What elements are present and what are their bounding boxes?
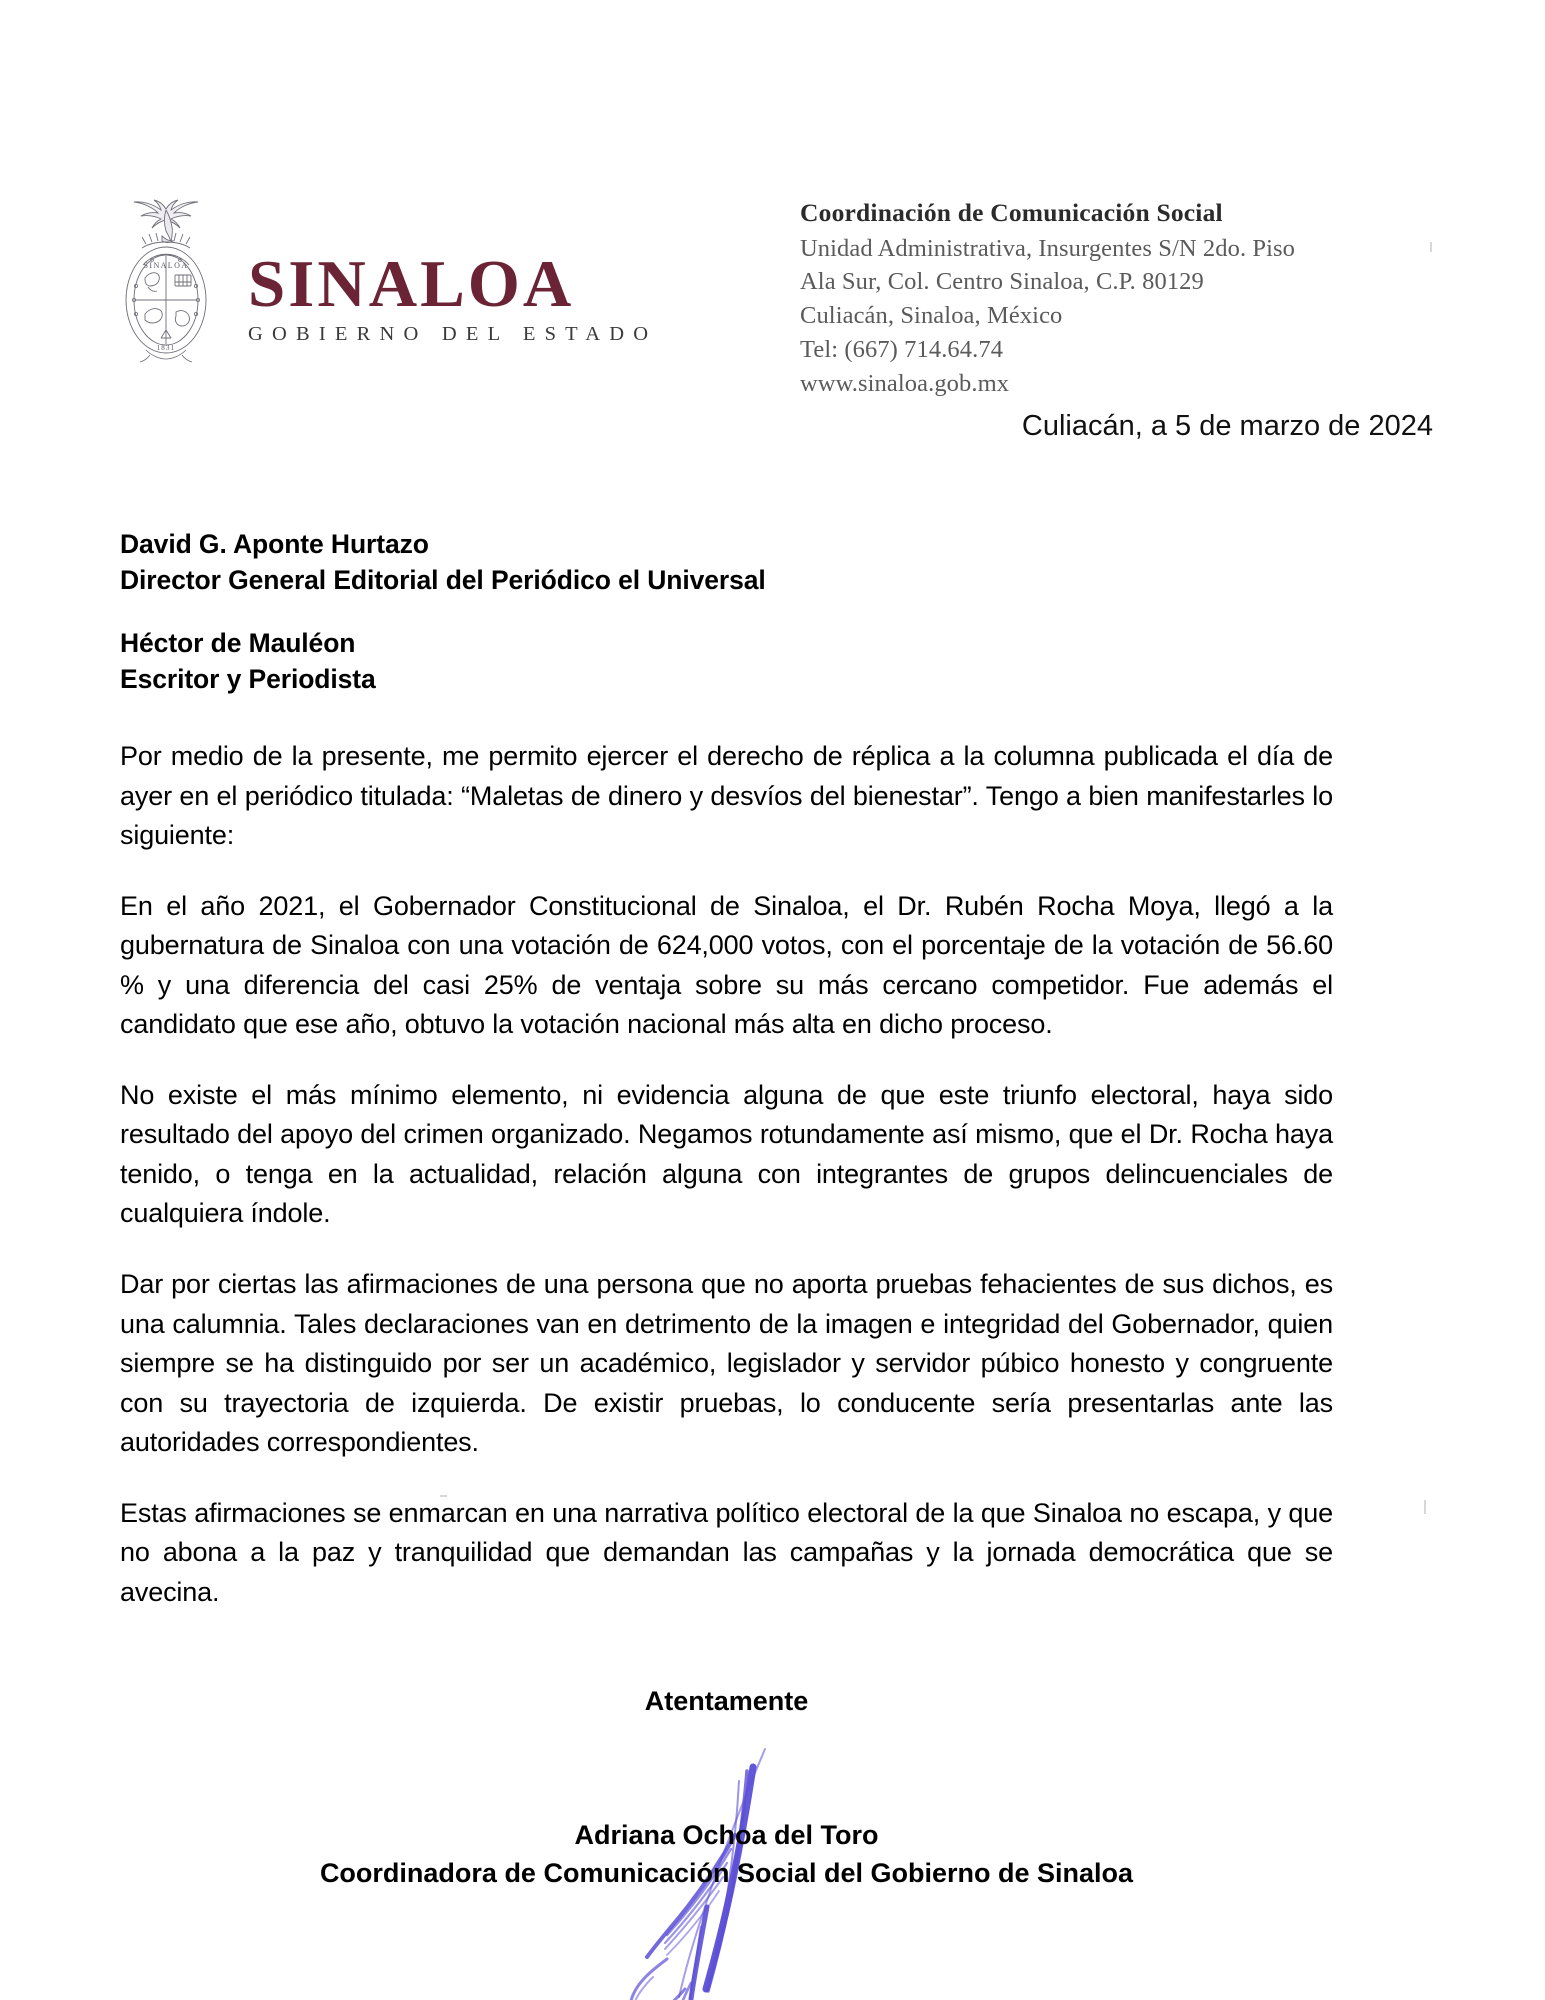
contact-website-line[interactable]: www.sinaloa.gob.mx [800,369,1010,397]
addressee-secondary [120,626,1333,697]
contact-phone-line: Tel: (667) 714.64.74 [800,336,1004,364]
scan-artifact [1424,1500,1426,1514]
body-paragraph-4: Dar por ciertas las afirmaciones de una persona que no aporta pruebas fehacientes de sus dichos, es una calumnia. Tales declaraciones van en detrimento de la imagen e integridad del Gobernador, quien siempre se ha distinguido por ser un académico, legislador y servidor púbico honesto y congruente con su trayectoria de izquierda. De existir pruebas, lo conducente sería presentarlas ante las autoridades correspondientes. [120,1269,1333,1458]
addressee-primary [120,527,1333,598]
contact-city-line: Culiacán, Sinaloa, México [800,302,1063,330]
addressee-primary-role: Director General Editorial del Periódico el Universal [120,564,766,595]
body-paragraph-5: Estas afirmaciones se enmarcan en una narrativa político electoral de la que Sinaloa no escapa, y que no abona a la paz y tranquilidad que demandan las campañas y la jornada democrática que se avecina. [120,1497,1333,1607]
scan-artifact [440,1495,447,1497]
signer-name: Adriana Ochoa del Toro [574,1820,879,1851]
brand-wordmark: SINALOA [248,247,575,321]
date-line: Culiacán, a 5 de marzo de 2024 [1021,410,1433,442]
letterhead [0,0,1545,400]
svg-text:1831: 1831 [156,344,176,352]
addressee-secondary-name: Héctor de Mauléon [120,628,356,658]
contact-block [800,196,1420,401]
brand-lockup [248,247,708,346]
contact-title: Coordinación de Comunicación Social [800,198,1223,227]
body-paragraph-1: Por medio de la presente, me permito ejercer el derecho de réplica a la columna publicada el día de ayer en el periódico titulada: “Maletas de dinero y desvíos del bienestar”. Tengo a bien manifestarles lo siguiente: [120,741,1333,851]
letter-body [120,527,1333,1892]
body-paragraph-2: En el año 2021, el Gobernador Constitucional de Sinaloa, el Dr. Rubén Rocha Moya, llegó a la gubernatura de Sinaloa con una votación de 624,000 votos, con el porcentaje de la votación de 56.60 % y una diferencia del casi 25% de ventaja sobre su más cercano competidor. Fue además el candidato que ese año, obtuvo la votación nacional más alta en dicho proceso. [120,890,1333,1040]
scan-artifact [1430,242,1432,252]
body-paragraph-3: No existe el más mínimo elemento, ni evidencia alguna de que este triunfo electoral, haya sido resultado del apoyo del crimen organizado. Negamos rotundamente así mismo, que el Dr. Rocha haya tenido, o tenga en la actualidad, relación alguna con integrantes de grupos delincuenciales de cualquiera índole. [120,1079,1333,1229]
sinaloa-state-coat-of-arms-icon [112,192,220,377]
addressee-primary-name: David G. Aponte Hurtazo [120,529,429,559]
signer-role: Coordinadora de Comunicación Social del Gobierno de Sinaloa [319,1857,1134,1888]
svg-text:SINALOA: SINALOA [143,261,189,270]
brand-tagline: GOBIERNO DEL ESTADO [248,323,658,346]
closing-salutation: Atentamente [644,1686,809,1717]
contact-address-line-1: Unidad Administrativa, Insurgentes S/N 2do. Piso [800,234,1296,262]
signature-block [120,1817,1333,1892]
contact-address-line-2: Ala Sur, Col. Centro Sinaloa, C.P. 80129 [800,268,1204,296]
addressee-secondary-role: Escritor y Periodista [120,663,376,694]
